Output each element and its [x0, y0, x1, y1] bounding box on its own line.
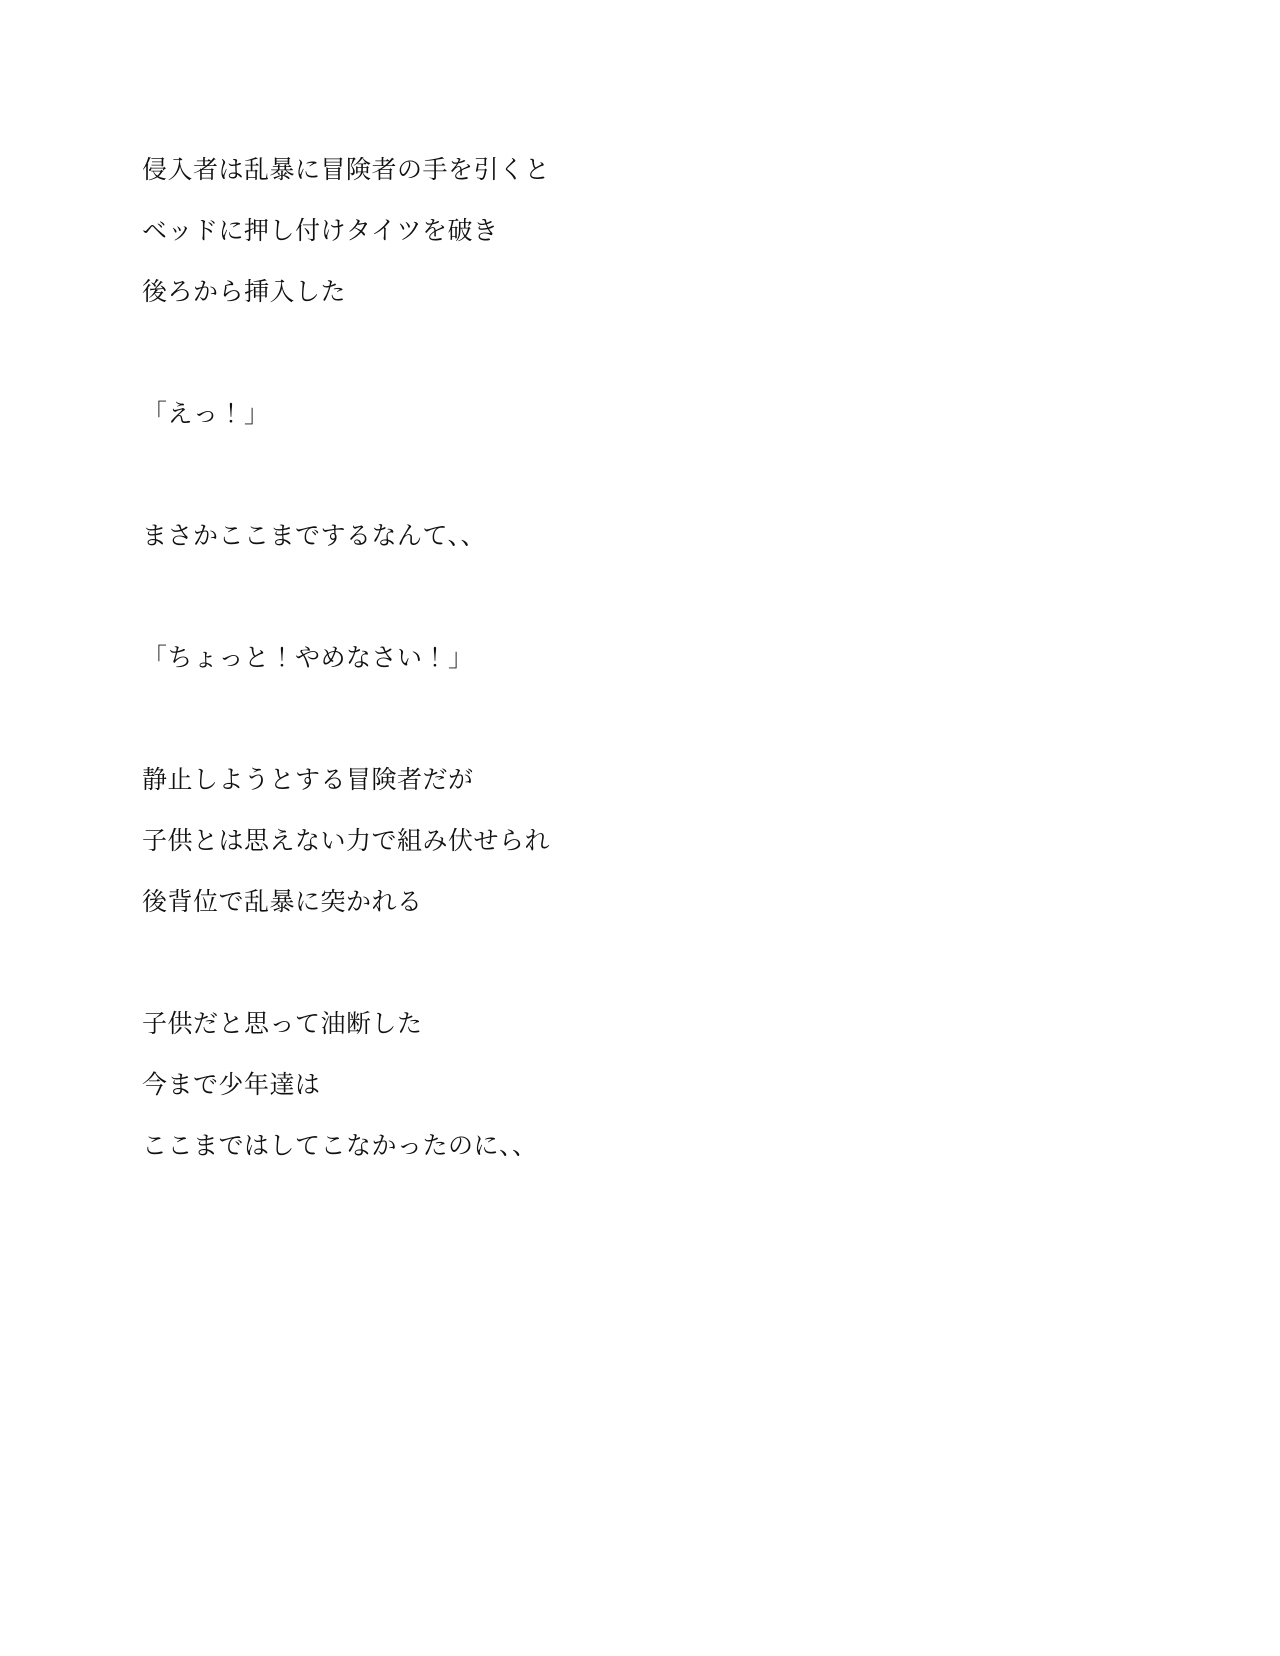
- paragraph: [142, 994, 1130, 1177]
- text-line: 静止しようとする冒険者だが: [142, 766, 474, 794]
- text-line: 今まで少年達は: [142, 1071, 321, 1099]
- text-line: 後背位で乱暴に突かれる: [142, 888, 423, 916]
- text-line: 子供とは思えない力で組み伏せられ: [142, 827, 551, 855]
- text-line: 「えっ！」: [142, 400, 270, 428]
- text-line: まさかここまでするなんて、、: [142, 522, 487, 550]
- text-line: ここまではしてこなかったのに、、: [142, 1132, 538, 1160]
- text-line: 「ちょっと！やめなさい！」: [142, 644, 474, 672]
- text-line: 子供だと思って油断した: [142, 1010, 423, 1038]
- paragraph: [142, 384, 1130, 445]
- text-line: 後ろから挿入した: [142, 278, 347, 306]
- paragraph: [142, 506, 1130, 567]
- text-line: ベッドに押し付けタイツを破き: [142, 217, 499, 245]
- paragraph: [142, 750, 1130, 933]
- paragraph: [142, 140, 1130, 323]
- paragraph: [142, 628, 1130, 689]
- document-text-body: [142, 140, 1130, 1177]
- text-line: 侵入者は乱暴に冒険者の手を引くと: [142, 156, 551, 184]
